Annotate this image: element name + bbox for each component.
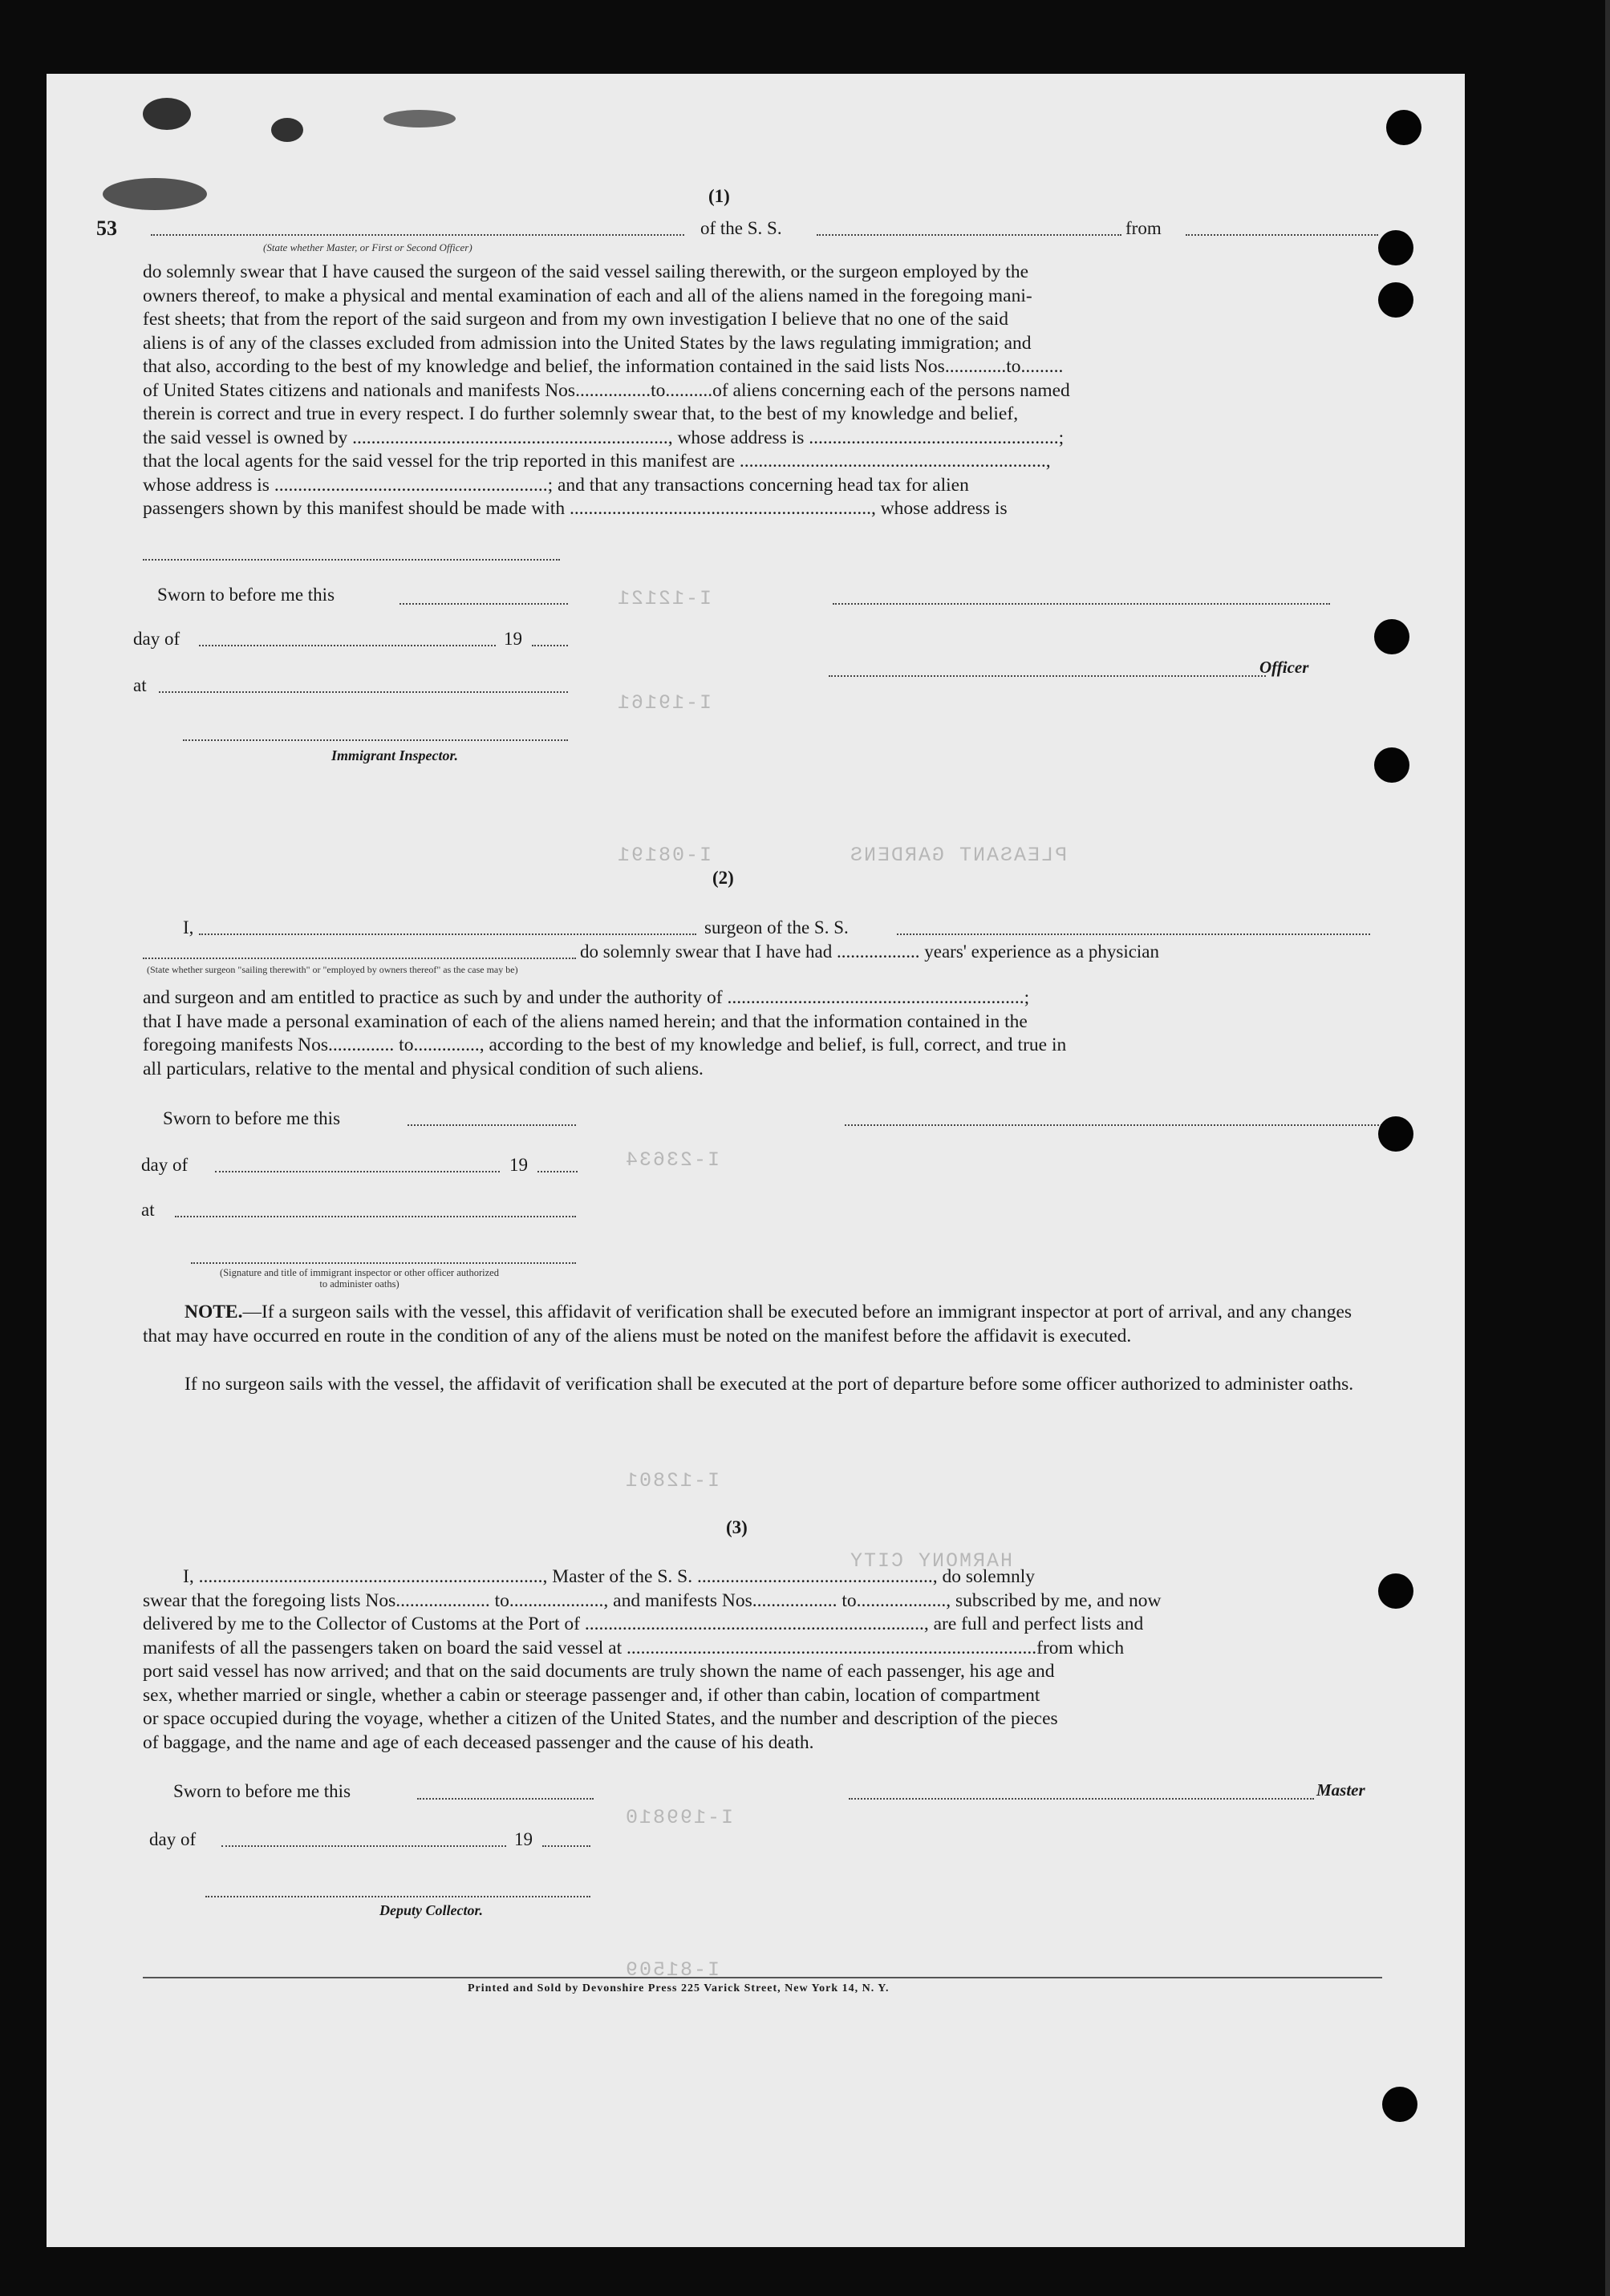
note-paragraph-2 xyxy=(143,1373,1382,1397)
day-field-3[interactable] xyxy=(221,1845,506,1847)
oath-line: whose address is ..........................................................; and that any transactions concerning head tax for alien xyxy=(143,474,969,496)
surgeon-hint: (State whether surgeon "sailing therewith" or "employed by owners thereof" as the case may be) xyxy=(147,964,518,975)
note-paragraph-1 xyxy=(143,1301,1382,1348)
ink-smudge xyxy=(383,110,456,128)
day-field-2[interactable] xyxy=(215,1171,500,1172)
year-label-1: 19 xyxy=(504,629,522,649)
manifest-back-page xyxy=(47,74,1465,2247)
oath-line: passengers shown by this manifest should be made with ................................................................, whose address is xyxy=(143,498,1008,519)
bleed-through-text: I-19161 xyxy=(616,691,712,715)
officer-hint: (State whether Master, or First or Second Officer) xyxy=(263,241,472,253)
master-oath-line: I, ........................................................................., Master of the S. S. .................................................., do solemnly xyxy=(183,1566,1036,1587)
printer-credit: Printed and Sold by Devonshire Press 225 Varick Street, New York 14, N. Y. xyxy=(468,1982,890,1994)
day-field-1[interactable] xyxy=(199,645,496,646)
bleed-through-text: I-08191 xyxy=(616,844,712,867)
surgeon-oath-line: and surgeon and am entitled to practice as such by and under the authority of ...............................................................; xyxy=(143,987,1030,1008)
oath-line: do solemnly swear that I have caused the surgeon of the said vessel sailing therewith, or the surgeon employed by the xyxy=(143,261,1029,282)
punch-hole xyxy=(1378,1573,1413,1609)
bleed-through-text: I-81509 xyxy=(624,1958,720,1982)
oath-line: that also, according to the best of my knowledge and belief, the information contained in the said lists Nos.............to......... xyxy=(143,356,1064,377)
ink-smudge xyxy=(271,118,303,142)
oath-line: aliens is of any of the classes excluded from admission into the United States by the laws regulating immigration; and xyxy=(143,332,1032,354)
bleed-through-text: I-199810 xyxy=(624,1806,734,1829)
master-name-field[interactable] xyxy=(151,234,684,236)
section-3-number: (3) xyxy=(726,1517,748,1537)
officer-label: Officer xyxy=(1259,658,1309,677)
master-oath-line: manifests of all the passengers taken on board the said vessel at .......................................................................................from which xyxy=(143,1637,1125,1658)
at-field-2[interactable] xyxy=(175,1216,576,1217)
note-text-2: If no surgeon sails with the vessel, the affidavit of verification shall be executed at the port of departure before some officer authorized to administer oaths. xyxy=(185,1374,1354,1395)
surgeon-of-ss-label: surgeon of the S. S. xyxy=(704,917,849,937)
officer-title-line[interactable] xyxy=(829,675,1266,677)
section-1-oath-text xyxy=(143,261,1378,521)
collector-signature-line[interactable] xyxy=(205,1896,590,1897)
of-ss-label: of the S. S. xyxy=(700,218,782,238)
oath-line: of United States citizens and nationals and manifests Nos................to..........of aliens concerning each of the persons named xyxy=(143,379,1070,401)
oath-line: owners thereof, to make a physical and mental examination of each and all of the aliens named in the foregoing mani- xyxy=(143,285,1032,306)
year-field-3[interactable] xyxy=(542,1845,590,1847)
year-label-3: 19 xyxy=(514,1829,533,1849)
ink-smudge xyxy=(103,178,207,210)
sworn-label-1: Sworn to before me this xyxy=(157,585,335,605)
page-number: 53 xyxy=(96,217,117,240)
day-of-label-1: day of xyxy=(133,629,180,649)
punch-hole xyxy=(1382,2087,1417,2122)
surgeon-signature-line[interactable] xyxy=(845,1124,1382,1126)
year-label-2: 19 xyxy=(509,1155,528,1175)
punch-hole xyxy=(1378,230,1413,265)
section-1-number: (1) xyxy=(708,186,730,206)
master-oath-line: port said vessel has now arrived; and that on the said documents are truly shown the name of each passenger, his age and xyxy=(143,1661,1055,1682)
from-label: from xyxy=(1125,218,1162,238)
bleed-through-text: I-12121 xyxy=(616,587,712,610)
surgeon-oath-line: foregoing manifests Nos.............. to.............., according to the best of my knowledge and belief, is full, correct, and true in xyxy=(143,1035,1067,1055)
sworn-label-3: Sworn to before me this xyxy=(173,1781,351,1801)
vessel-name-field-1[interactable] xyxy=(817,234,1121,236)
surgeon-name-field[interactable] xyxy=(199,933,696,935)
bleed-through-text: HARMONY CITY xyxy=(849,1549,1013,1573)
head-tax-address-field[interactable] xyxy=(143,559,560,561)
bleed-through-text: PLEASANT GARDENS xyxy=(849,844,1068,867)
surgeon-status-field[interactable] xyxy=(143,958,576,959)
officer-signature-line[interactable] xyxy=(833,603,1330,605)
day-of-label-3: day of xyxy=(149,1829,197,1849)
oath-line: the said vessel is owned by ..................................................................., whose address is .....................................................; xyxy=(143,427,1065,448)
punch-hole xyxy=(1374,747,1409,783)
vessel-name-field-2[interactable] xyxy=(897,933,1370,935)
immigrant-inspector-label: Immigrant Inspector. xyxy=(331,747,459,763)
scanner-edge xyxy=(1605,0,1610,2296)
signature-hint: (Signature and title of immigrant inspector or other officer authorized to administer oaths) xyxy=(220,1267,499,1290)
master-oath-line: delivered by me to the Collector of Customs at the Port of ........................................................................, are full and perfect lists and xyxy=(143,1614,1144,1634)
sworn-date-field-3[interactable] xyxy=(417,1798,594,1800)
note-text-1: —If a surgeon sails with the vessel, this affidavit of verification shall be executed before an immigrant inspector at port of arrival, and any changes that may have occurred en route in the condition of any of the aliens must be noted on the manifest before the affidavit is executed. xyxy=(143,1302,1352,1346)
master-oath-line: of baggage, and the name and age of each deceased passenger and the cause of his death. xyxy=(143,1731,814,1753)
ink-smudge xyxy=(143,98,191,130)
inspector-signature-line[interactable] xyxy=(183,739,568,741)
sworn-date-field-1[interactable] xyxy=(399,603,568,605)
inspector-signature-line-2[interactable] xyxy=(191,1262,576,1264)
note-label: NOTE. xyxy=(185,1302,243,1322)
master-oath-line: swear that the foregoing lists Nos.................... to...................., and manifests Nos.................. to..................., subscribed by me, and now xyxy=(143,1589,1162,1611)
master-oath-line: sex, whether married or single, whether a cabin or steerage passenger and, if other than cabin, location of compartment xyxy=(143,1684,1040,1706)
surgeon-oath-line: that I have made a personal examination of each of the aliens named herein; and that the information contained in the xyxy=(143,1010,1028,1032)
surgeon-oath-line: all particulars, relative to the mental and physical condition of such aliens. xyxy=(143,1058,704,1079)
bleed-through-text: I-23634 xyxy=(624,1148,720,1172)
punch-hole xyxy=(1378,282,1413,318)
section-3-oath-text xyxy=(143,1565,1382,1755)
at-label-1: at xyxy=(133,675,147,695)
section-2-number: (2) xyxy=(712,868,734,888)
master-oath-line: or space occupied during the voyage, whether a citizen of the United States, and the number and description of the pieces xyxy=(143,1708,1058,1729)
i-label-2: I, xyxy=(183,917,194,937)
at-field-1[interactable] xyxy=(159,691,568,693)
sworn-label-2: Sworn to before me this xyxy=(163,1108,341,1128)
year-field-2[interactable] xyxy=(537,1171,578,1172)
punch-hole xyxy=(1378,1116,1413,1152)
oath-line: fest sheets; that from the report of the said surgeon and from my own investigation I believe that no one of the said xyxy=(143,309,1008,330)
master-label: Master xyxy=(1316,1780,1365,1800)
oath-line: that the local agents for the said vessel for the trip reported in this manifest are ................................................................., xyxy=(143,451,1051,472)
day-of-label-2: day of xyxy=(141,1155,189,1175)
sworn-date-field-2[interactable] xyxy=(408,1124,576,1126)
deputy-collector-label: Deputy Collector. xyxy=(379,1902,483,1918)
footer-rule xyxy=(143,1977,1382,1978)
years-experience-line: do solemnly swear that I have had .................. years' experience as a physician xyxy=(580,941,1160,962)
oath-line: therein is correct and true in every respect. I do further solemnly swear that, to the best of my knowledge and belief, xyxy=(143,403,1019,424)
punch-hole xyxy=(1386,110,1421,145)
master-signature-line[interactable] xyxy=(849,1798,1314,1800)
year-field-1[interactable] xyxy=(532,645,568,646)
from-port-field[interactable] xyxy=(1186,234,1378,236)
punch-hole xyxy=(1374,619,1409,654)
bleed-through-text: I-12801 xyxy=(624,1469,720,1492)
at-label-2: at xyxy=(141,1200,155,1220)
section-2-oath-text xyxy=(143,986,1378,1081)
